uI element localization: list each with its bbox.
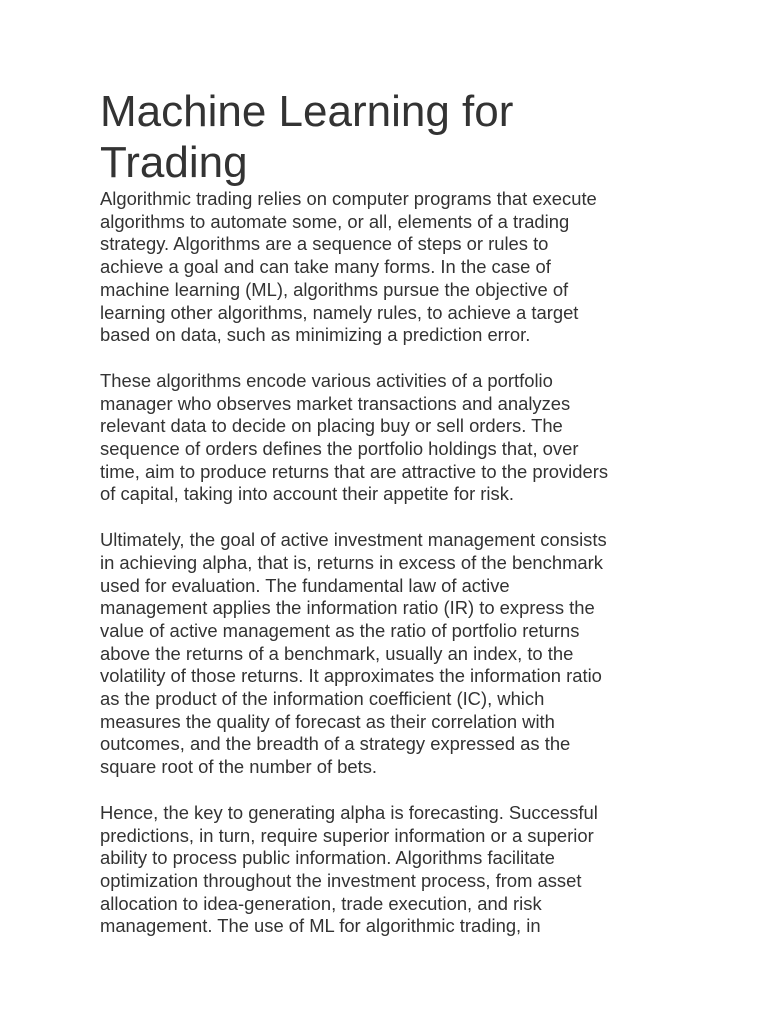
text-line: strategy. Algorithms are a sequence of steps or rules to bbox=[100, 233, 549, 255]
text-line: management. The use of ML for algorithmic trading, in bbox=[100, 915, 541, 937]
text-line: ability to process public information. Algorithms facilitate bbox=[100, 847, 555, 869]
paragraph-intro bbox=[100, 188, 666, 347]
text-line: Ultimately, the goal of active investment management consists bbox=[100, 529, 607, 551]
text-line: allocation to idea-generation, trade execution, and risk bbox=[100, 892, 542, 914]
text-line: manager who observes market transactions and analyzes bbox=[100, 392, 571, 414]
text-line: value of active management as the ratio of portfolio returns bbox=[100, 619, 580, 641]
text-line: optimization throughout the investment process, from asset bbox=[100, 869, 582, 891]
paragraph-portfolio-manager bbox=[100, 370, 666, 506]
text-line: relevant data to decide on placing buy or sell orders. The bbox=[100, 415, 563, 437]
text-line: Algorithmic trading relies on computer programs that execute bbox=[100, 188, 597, 209]
document-page bbox=[100, 86, 666, 961]
text-line: used for evaluation. The fundamental law of active bbox=[100, 574, 510, 596]
text-line: outcomes, and the breadth of a strategy expressed as the bbox=[100, 733, 571, 755]
text-line: of capital, taking into account their appetite for risk. bbox=[100, 483, 515, 505]
text-line: Hence, the key to generating alpha is forecasting. Successful bbox=[100, 801, 598, 823]
text-line: volatility of those returns. It approximates the information ratio bbox=[100, 665, 602, 687]
text-line: learning other algorithms, namely rules, to achieve a target bbox=[100, 301, 579, 323]
paragraph-active-management bbox=[100, 529, 666, 779]
text-line: measures the quality of forecast as their correlation with bbox=[100, 710, 555, 732]
text-line: sequence of orders defines the portfolio holdings that, over bbox=[100, 438, 579, 460]
text-line: predictions, in turn, require superior information or a superior bbox=[100, 824, 594, 846]
text-line: in achieving alpha, that is, returns in excess of the benchmark bbox=[100, 551, 603, 573]
text-line: algorithms to automate some, or all, elements of a trading bbox=[100, 210, 570, 232]
text-line: These algorithms encode various activities of a portfolio bbox=[100, 369, 553, 391]
text-line: management applies the information ratio (IR) to express the bbox=[100, 597, 595, 619]
text-line: square root of the number of bets. bbox=[100, 756, 378, 778]
text-line: based on data, such as minimizing a prediction error. bbox=[100, 324, 531, 346]
title-line: Trading bbox=[100, 138, 248, 187]
page-title bbox=[100, 86, 666, 188]
text-line: achieve a goal and can take many forms. In the case of bbox=[100, 256, 551, 278]
text-line: time, aim to produce returns that are attractive to the providers bbox=[100, 460, 609, 482]
text-line: above the returns of a benchmark, usually an index, to the bbox=[100, 642, 574, 664]
paragraph-forecasting bbox=[100, 802, 666, 938]
text-line: as the product of the information coefficient (IC), which bbox=[100, 688, 545, 710]
text-line: machine learning (ML), algorithms pursue the objective of bbox=[100, 278, 569, 300]
title-line: Machine Learning for bbox=[100, 87, 514, 136]
